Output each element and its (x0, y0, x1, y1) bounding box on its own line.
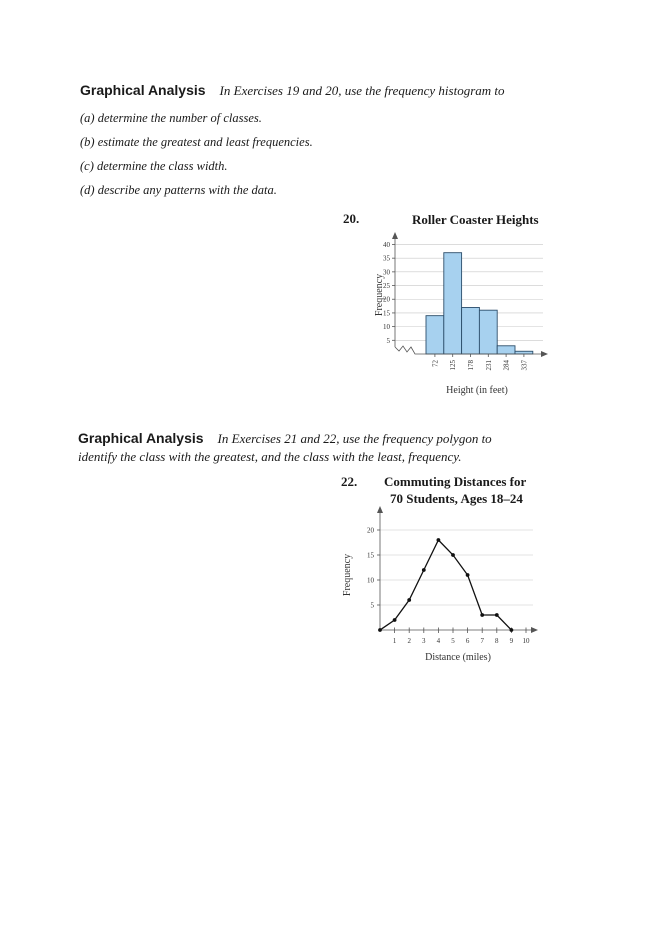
polygon-y-tick-label: 20 (367, 526, 374, 535)
histogram-y-tick-label: 35 (383, 254, 390, 263)
polygon-axes (377, 506, 538, 633)
histogram-y-tick-label: 5 (386, 336, 390, 345)
polygon-y-ticks (367, 527, 380, 610)
polygon-point (495, 613, 499, 617)
histogram-x-tick-label: 72 (431, 360, 440, 367)
section2-header (78, 430, 492, 448)
histogram-xlabel: Height (in feet) (446, 385, 508, 396)
histogram-bar (497, 346, 515, 354)
polygon-x-tick-label: 6 (465, 637, 470, 645)
exercise20-number: 20. (343, 211, 360, 226)
polygon-title-line2: 70 Students, Ages 18–24 (390, 491, 523, 506)
polygon-ylabel: Frequency (342, 553, 353, 597)
polygon-chart (335, 505, 545, 665)
histogram-x-tick-label: 231 (484, 360, 493, 371)
histogram-x-tick-label: 284 (502, 360, 511, 371)
histogram-bar (515, 351, 533, 354)
histogram-bar (479, 310, 497, 354)
histogram-bars (426, 253, 533, 354)
histogram-x-tick-label: 178 (467, 360, 475, 371)
polygon-x-tick-label: 5 (451, 637, 455, 645)
polygon-point (480, 613, 484, 617)
polygon-x-tick-label: 10 (522, 637, 530, 645)
section2-instruction-line1: In Exercises 21 and 22, use the frequency polygon to (217, 431, 492, 446)
item-a: (a) determine the number of classes. (80, 111, 262, 125)
histogram-chart (360, 225, 560, 400)
histogram-x-tick-label: 337 (520, 360, 529, 371)
polygon-point (437, 538, 441, 542)
histogram-bar (444, 253, 462, 354)
histogram-x-ticks (431, 354, 528, 371)
polygon-y-tick-label: 10 (367, 576, 374, 585)
polygon-points (378, 538, 513, 632)
polygon-point (407, 598, 411, 602)
section2-instruction-line2: identify the class with the greatest, and the class with the least, frequency. (78, 449, 462, 464)
polygon-x-tick-label: 3 (422, 637, 426, 645)
polygon-point (393, 618, 397, 622)
polygon-x-tick-label: 9 (509, 637, 514, 645)
polygon-y-tick-label: 15 (367, 551, 374, 560)
polygon-y-tick-label: 5 (370, 601, 374, 610)
polygon-x-tick-label: 4 (436, 637, 441, 645)
item-b: (b) estimate the greatest and least frequencies. (80, 135, 313, 149)
histogram-x-tick-label: 125 (449, 360, 458, 371)
histogram-y-tick-label: 30 (383, 268, 390, 277)
polygon-point (451, 553, 455, 557)
polygon-x-tick-label: 7 (480, 637, 484, 645)
polygon-x-tick-label: 2 (407, 637, 411, 645)
section2-heading: Graphical Analysis (78, 430, 204, 446)
section1-header (80, 82, 505, 100)
histogram-title: Roller Coaster Heights (412, 212, 539, 227)
histogram-y-tick-label: 20 (383, 295, 390, 304)
histogram-y-tick-label: 15 (383, 309, 390, 318)
polygon-point (422, 568, 426, 572)
histogram-bar (462, 307, 480, 354)
polygon-point (466, 573, 470, 577)
polygon-grid (380, 530, 533, 605)
histogram-y-tick-label: 40 (383, 240, 390, 249)
section1-instruction: In Exercises 19 and 20, use the frequency histogram to (219, 83, 505, 98)
item-d: (d) describe any patterns with the data. (80, 183, 277, 197)
polygon-xlabel: Distance (miles) (425, 652, 491, 663)
item-c: (c) determine the class width. (80, 159, 228, 173)
polygon-x-tick-label: 8 (495, 637, 499, 645)
polygon-title-line1: Commuting Distances for (384, 474, 527, 489)
histogram-y-tick-label: 25 (383, 282, 390, 291)
polygon-point (510, 628, 514, 632)
exercise22-number: 22. (341, 474, 358, 489)
histogram-ylabel: Frequency (374, 273, 385, 317)
histogram-y-tick-label: 10 (383, 323, 390, 332)
histogram-bar (426, 316, 444, 354)
section1-heading: Graphical Analysis (80, 82, 206, 98)
polygon-point (378, 628, 382, 632)
polygon-series-line (380, 540, 511, 630)
polygon-x-tick-label: 1 (392, 637, 397, 645)
